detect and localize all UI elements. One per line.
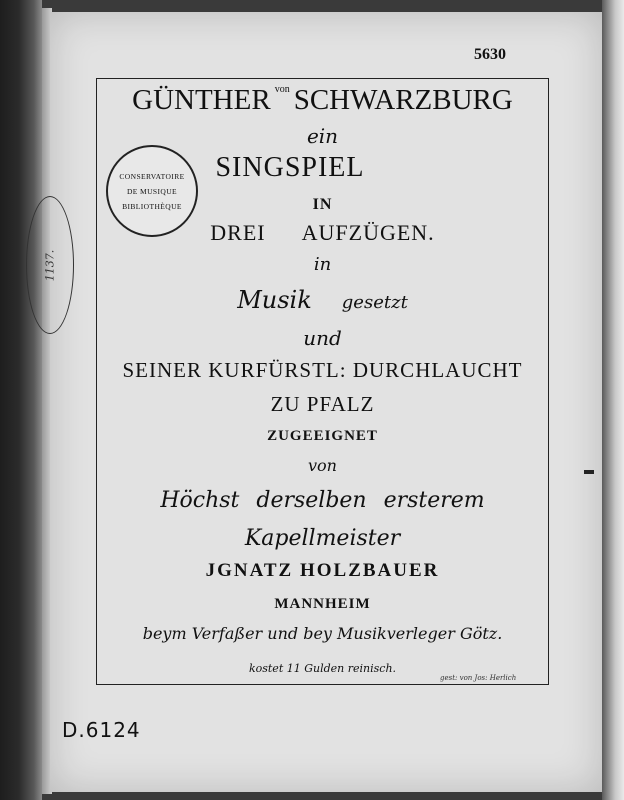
line-musik: Musik [237, 286, 312, 314]
line-drei-aufzuegen [96, 220, 549, 246]
stamp-line-1: CONSERVATOIRE [119, 171, 185, 181]
shelf-number: 5630 [474, 46, 506, 63]
line-musik-gesetzt [96, 286, 549, 314]
right-page-edge [602, 0, 624, 800]
call-number: D.6124 [62, 718, 141, 742]
line-und: und [303, 326, 342, 350]
line-publisher: beym Verfaßer und bey Musikverleger Götz. [142, 624, 503, 643]
line-composer: JGNATZ HOLZBAUER [205, 560, 440, 581]
line-aufzuegen: AUFZÜGEN. [301, 220, 435, 245]
line-gesetzt: gesetzt [341, 292, 408, 313]
margin-ink-note [26, 196, 74, 334]
line-mannheim: MANNHEIM [274, 596, 371, 612]
stamp-line-2: DE MUSIQUE [126, 186, 178, 196]
line-zugeeignet: ZUGEEIGNET [267, 428, 378, 444]
line-singspiel: SINGSPIEL [215, 152, 365, 183]
stamp-line-3: BIBLIOTHÈQUE [122, 201, 182, 211]
line-kurfuerstl: SEINER KURFÜRSTL: DURCHLAUCHT [122, 358, 523, 382]
title-line [96, 84, 549, 117]
line-kapellmeister: Kapellmeister [244, 526, 401, 551]
margin-note-text: 1137. [43, 249, 57, 281]
line-pfalz: ZU PFALZ [270, 392, 375, 416]
line-price: kostet 11 Gulden reinisch. [248, 662, 397, 675]
title-von: von [274, 84, 290, 95]
line-in-caps: IN [312, 196, 333, 213]
book-spine [0, 0, 42, 800]
line-in-script: in [313, 254, 332, 275]
title-schwarzburg: SCHWARZBURG [293, 84, 513, 116]
engraver-credit: gest: von Jos: Herlich [440, 674, 517, 682]
line-von: von [308, 456, 337, 475]
edge-mark [584, 470, 594, 474]
line-ein: ein [306, 124, 339, 148]
line-drei: DREI [210, 220, 266, 245]
line-hoechst: Höchst derselben ersterem [160, 488, 485, 513]
title-guenther: GÜNTHER [132, 84, 271, 116]
